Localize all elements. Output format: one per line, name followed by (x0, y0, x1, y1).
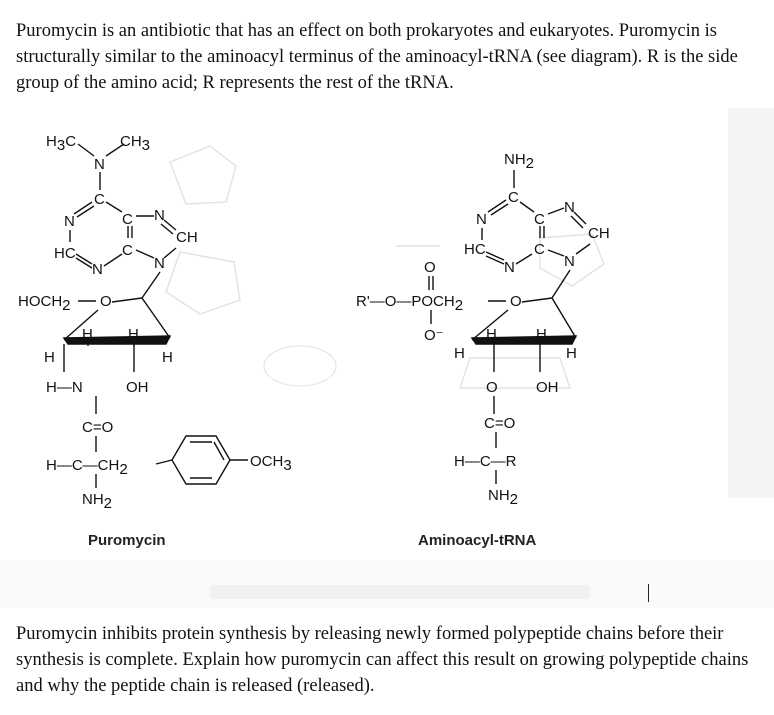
hoch2-label: HOCH2 (18, 293, 71, 314)
h3: H (128, 326, 139, 343)
background-strip (0, 560, 774, 608)
och3-label: OCH3 (250, 453, 292, 474)
structure-diagram (0, 108, 774, 558)
hcch2-label: H—C—CH2 (46, 457, 128, 478)
n7: N (154, 207, 165, 224)
a-carbonyl: C=O (484, 415, 516, 432)
p-oxo: O (424, 259, 436, 276)
a-h2: H (486, 326, 497, 343)
oh-label: OH (126, 379, 149, 396)
a-c6: C (508, 189, 519, 206)
c5: C (122, 211, 133, 228)
puromycin-structure (18, 133, 292, 512)
a-oh: OH (536, 379, 559, 396)
a-c8: CH (588, 225, 610, 242)
h3c-label: H3C (46, 133, 77, 154)
hn-label: H—N (46, 379, 83, 396)
c8: CH (176, 229, 198, 246)
question-prompt: Puromycin inhibits protein synthesis by releasing newly formed polypeptide chains before their synthesis is complete. Explain how puromycin can affect this result on growing polypeptide chains and why the peptide chain is released (released). (16, 624, 749, 696)
h4: H (162, 349, 173, 366)
a-c4: C (534, 241, 545, 258)
nh2-top-label: NH2 (504, 151, 535, 172)
a-n7: N (564, 199, 575, 216)
a-c5: C (534, 211, 545, 228)
c2: HC (54, 245, 76, 262)
a-c2: HC (464, 241, 486, 258)
ghost-structures (166, 146, 604, 388)
text-cursor (648, 584, 649, 602)
c6: C (94, 191, 105, 208)
o-minus: O⁻ (424, 327, 444, 344)
aminoacyl-structure (356, 151, 610, 508)
c4: C (122, 242, 133, 259)
background-scrollbar (210, 585, 590, 599)
a-h3: H (536, 326, 547, 343)
a-h4: H (566, 345, 577, 362)
a-n9: N (564, 253, 575, 270)
carbonyl: C=O (82, 419, 114, 436)
rpoch2-label: R'—O—POCH2 (356, 293, 464, 314)
ring-o: O (100, 293, 112, 310)
n1: N (64, 213, 75, 230)
n3: N (92, 261, 103, 278)
ester-o: O (486, 379, 498, 396)
hcr-label: H—C—R (454, 453, 517, 470)
a-n1: N (476, 211, 487, 228)
puromycin-caption: Puromycin (88, 532, 166, 549)
a-nh2-label: NH2 (488, 487, 519, 508)
a-h1: H (454, 345, 465, 362)
h1: H (44, 349, 55, 366)
aminoacyl-caption: Aminoacyl-tRNA (418, 532, 537, 549)
n9: N (154, 255, 165, 272)
amine-n: N (94, 156, 105, 173)
ch3-label: CH3 (120, 133, 151, 154)
question-intro: Puromycin is an antibiotic that has an effect on both prokaryotes and eukaryotes. Puromycin is structurally similar to the aminoacyl terminus of the aminoacyl-tRNA (see diagram). R is the side group of the amino acid; R represents the rest of the tRNA. (16, 21, 738, 93)
h2: H (82, 326, 93, 343)
nh2-label: NH2 (82, 491, 113, 512)
a-n3: N (504, 259, 515, 276)
a-ring-o: O (510, 293, 522, 310)
